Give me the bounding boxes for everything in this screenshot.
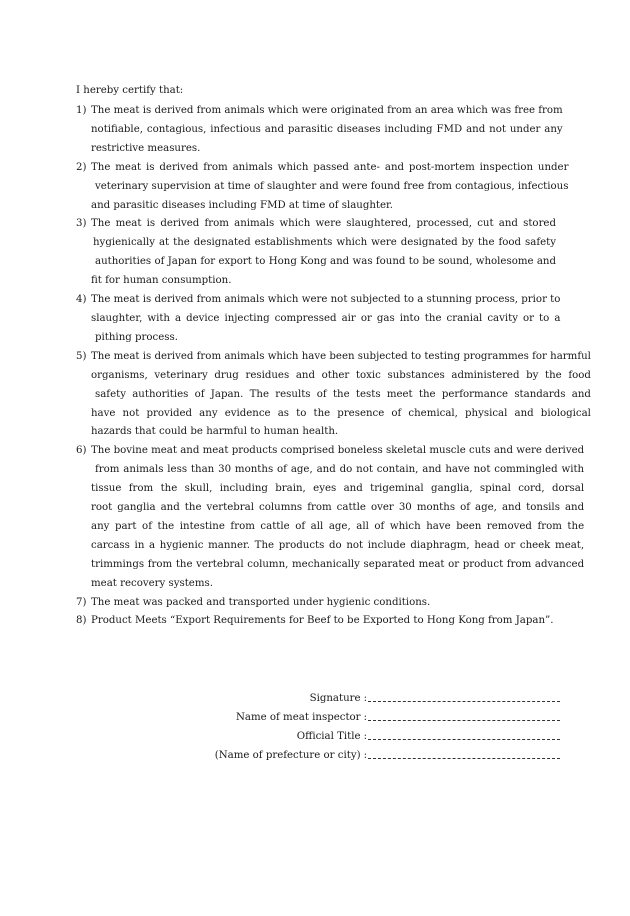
- clause-item: [76, 612, 556, 631]
- clause-line: veterinary supervision at time of slaughter and were found free from contagious, infectious: [95, 180, 569, 192]
- clause-number: 2): [76, 161, 87, 173]
- clause-line: authorities of Japan for export to Hong Kong and was found to be sound, wholesome and: [95, 256, 556, 268]
- clause-number: 6): [76, 445, 87, 457]
- clause-item: [76, 442, 585, 593]
- clause-line: fit for human consumption.: [91, 275, 232, 287]
- clause-text: [91, 102, 563, 159]
- clause-line: The meat is derived from animals which passed ante- and post-mortem inspection under: [91, 161, 569, 173]
- clause-item: [76, 291, 561, 348]
- clause-line: root ganglia and the vertebral columns from cattle over 30 months of age, and tonsils and: [91, 502, 585, 514]
- signature-block: [150, 688, 560, 764]
- intro-text: I hereby certify that:: [76, 85, 184, 96]
- clause-number: 1): [76, 105, 87, 116]
- clause-item: [76, 348, 591, 443]
- signature-field-row: [150, 707, 560, 726]
- clause-line: organisms, veterinary drug residues and other toxic substances administered by the food: [91, 369, 591, 381]
- clause-number: 8): [76, 615, 87, 627]
- signature-field-label: Signature: [309, 693, 361, 704]
- clause-line: tissue from the skull, including brain, eyes and trigeminal ganglia, spinal cord, dorsal: [91, 483, 585, 495]
- clause-line: hygienically at the designated establishments which were designated by the food safety: [93, 237, 556, 249]
- clause-line: have not provided any evidence as to the presence of chemical, physical and biological: [91, 407, 591, 419]
- signature-field-colon: :: [363, 712, 367, 723]
- clause-item: [76, 159, 569, 216]
- signature-blank-line[interactable]: [368, 689, 560, 702]
- clause-line: pithing process.: [95, 331, 178, 343]
- clause-line: The meat was packed and transported under hygienic conditions.: [91, 596, 431, 608]
- clause-line: restrictive measures.: [91, 142, 201, 154]
- clause-line: and parasitic diseases including FMD at time of slaughter.: [91, 199, 394, 211]
- clause-item: [76, 102, 563, 159]
- signature-field-colon: :: [363, 750, 367, 761]
- clause-line: meat recovery systems.: [91, 577, 213, 589]
- clause-text: [91, 612, 556, 631]
- clause-line: from animals less than 30 months of age, and do not contain, and have not commingled with: [95, 464, 585, 476]
- clause-number: 4): [76, 294, 87, 306]
- clause-number: 7): [76, 596, 87, 608]
- clause-text: [91, 215, 556, 291]
- signature-field-label: (Name of prefecture or city): [214, 750, 361, 761]
- clause-line: notifiable, contagious, infectious and parasitic diseases including FMD and not under any: [91, 123, 563, 135]
- clause-item: [76, 594, 556, 613]
- signature-field-label: Official Title: [296, 731, 361, 742]
- clause-list: [76, 102, 591, 631]
- clause-number: 5): [76, 350, 87, 362]
- clause-line: The meat is derived from animals which were slaughtered, processed, cut and stored: [91, 218, 556, 230]
- clause-text: [91, 594, 556, 613]
- clause-text: [91, 291, 560, 348]
- clause-line: The meat is derived from animals which were not subjected to a stunning process, prior to: [91, 294, 561, 306]
- signature-field-colon: :: [363, 731, 367, 742]
- signature-field-row: [150, 726, 560, 745]
- signature-blank-line[interactable]: [368, 708, 560, 721]
- clause-line: carcass in a hygienic manner. The products do not include diaphragm, head or cheek meat,: [91, 539, 585, 551]
- clause-line: any part of the intestine from cattle of all age, all of which have been removed from the: [91, 520, 585, 532]
- clause-text: [91, 442, 584, 593]
- clause-line: trimmings from the vertebral column, mechanically separated meat or product from advanced: [91, 558, 585, 570]
- signature-field-label: Name of meat inspector: [236, 712, 361, 723]
- clause-line: The meat is derived from animals which have been subjected to testing programmes for harmful: [91, 350, 591, 362]
- clause-number: 3): [76, 218, 87, 230]
- signature-field-row: [150, 688, 560, 707]
- clause-line: safety authorities of Japan. The results of the tests meet the performance standards and: [95, 388, 591, 400]
- clause-item: [76, 215, 556, 291]
- signature-field-colon: :: [363, 693, 367, 704]
- signature-field-row: [150, 745, 560, 764]
- clause-line: Product Meets “Export Requirements for Beef to be Exported to Hong Kong from Japan”.: [91, 615, 554, 627]
- clause-line: hazards that could be harmful to human health.: [91, 426, 339, 438]
- clause-text: [91, 348, 591, 443]
- clause-line: The meat is derived from animals which were originated from an area which was free from: [91, 105, 563, 116]
- clause-text: [91, 159, 568, 216]
- signature-blank-line[interactable]: [368, 746, 560, 759]
- signature-blank-line[interactable]: [368, 727, 560, 740]
- clause-line: slaughter, with a device injecting compressed air or gas into the cranial cavity or to a: [91, 312, 561, 324]
- clause-line: The bovine meat and meat products comprised boneless skeletal muscle cuts and were derived: [91, 445, 585, 457]
